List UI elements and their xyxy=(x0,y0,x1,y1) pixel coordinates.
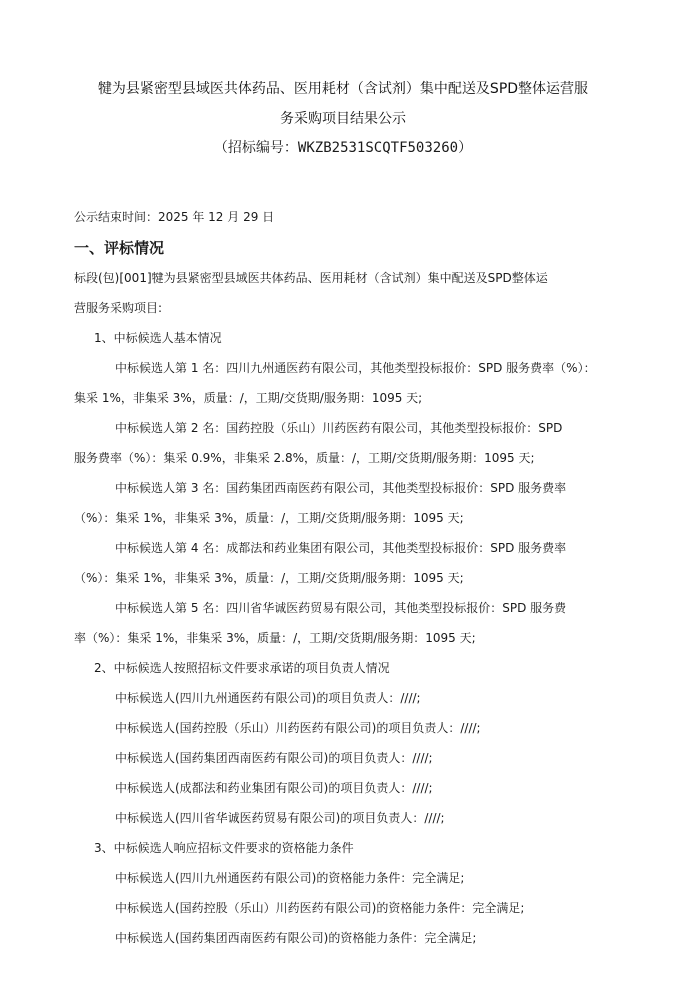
subsection-heading-qualification: 3、中标候选人响应招标文件要求的资格能力条件 xyxy=(94,841,354,855)
qualification-item: 中标候选人(四川九州通医药有限公司)的资格能力条件：完全满足; xyxy=(115,871,465,885)
candidate-2-line-2: 服务费率（%）：集采 0.9%，非集采 2.8%，质量：/，工期/交货期/服务期：1095 天; xyxy=(74,451,535,465)
project-leader-item: 中标候选人(国药控股（乐山）川药医药有限公司)的项目负责人：////; xyxy=(115,721,481,735)
candidate-3-line-1: 中标候选人第 3 名：国药集团西南医药有限公司，其他类型投标报价：SPD 服务费率 xyxy=(115,481,567,495)
qualification-item: 中标候选人(国药控股（乐山）川药医药有限公司)的资格能力条件：完全满足; xyxy=(115,901,525,915)
project-leader-item: 中标候选人(四川九州通医药有限公司)的项目负责人：////; xyxy=(115,691,421,705)
lot-description-line-2: 营服务采购项目: xyxy=(74,301,163,315)
candidate-2-line-1: 中标候选人第 2 名：国药控股（乐山）川药医药有限公司，其他类型投标报价：SPD xyxy=(115,421,563,435)
title-line-2: 务采购项目结果公示 xyxy=(280,111,406,127)
candidate-3-line-2: （%）：集采 1%，非集采 3%，质量：/，工期/交货期/服务期：1095 天; xyxy=(74,511,464,525)
candidate-4-line-2: （%）：集采 1%，非集采 3%，质量：/，工期/交货期/服务期：1095 天; xyxy=(74,571,464,585)
candidate-1-line-2: 集采 1%，非集采 3%，质量：/，工期/交货期/服务期：1095 天; xyxy=(74,391,423,405)
candidate-4-line-1: 中标候选人第 4 名：成都法和药业集团有限公司，其他类型投标报价：SPD 服务费率 xyxy=(115,541,567,555)
project-leader-item: 中标候选人(国药集团西南医药有限公司)的项目负责人：////; xyxy=(115,751,433,765)
document-title xyxy=(60,74,626,134)
bid-number-close: ） xyxy=(458,140,473,156)
project-leader-item: 中标候选人(四川省华诚医药贸易有限公司)的项目负责人：////; xyxy=(115,811,445,825)
project-leader-item: 中标候选人(成都法和药业集团有限公司)的项目负责人：////; xyxy=(115,781,433,795)
section-heading-evaluation: 一、评标情况 xyxy=(74,239,165,257)
bid-number-label: （招标编号： xyxy=(213,140,298,156)
subsection-heading-candidates: 1、中标候选人基本情况 xyxy=(94,331,222,345)
bid-number xyxy=(0,137,686,159)
qualification-item: 中标候选人(国药集团西南医药有限公司)的资格能力条件：完全满足; xyxy=(115,931,477,945)
candidate-5-line-1: 中标候选人第 5 名：四川省华诚医药贸易有限公司，其他类型投标报价：SPD 服务费 xyxy=(115,601,567,615)
bid-number-value: WKZB2531SCQTF503260 xyxy=(297,140,459,156)
title-line-1: 犍为县紧密型县域医共体药品、医用耗材（含试剂）集中配送及SPD整体运营服 xyxy=(97,81,589,97)
candidate-5-line-2: 率（%）：集采 1%，非集采 3%，质量：/，工期/交货期/服务期：1095 天; xyxy=(74,631,476,645)
candidate-1-line-1: 中标候选人第 1 名：四川九州通医药有限公司，其他类型投标报价：SPD 服务费率（%）： xyxy=(115,361,596,375)
lot-description-line-1: 标段(包)[001]犍为县紧密型县域医共体药品、医用耗材（含试剂）集中配送及SPD整体运 xyxy=(74,271,548,285)
subsection-heading-project-leader: 2、中标候选人按照招标文件要求承诺的项目负责人情况 xyxy=(94,661,390,675)
publicity-end-time: 公示结束时间：2025 年 12 月 29 日 xyxy=(74,210,275,224)
